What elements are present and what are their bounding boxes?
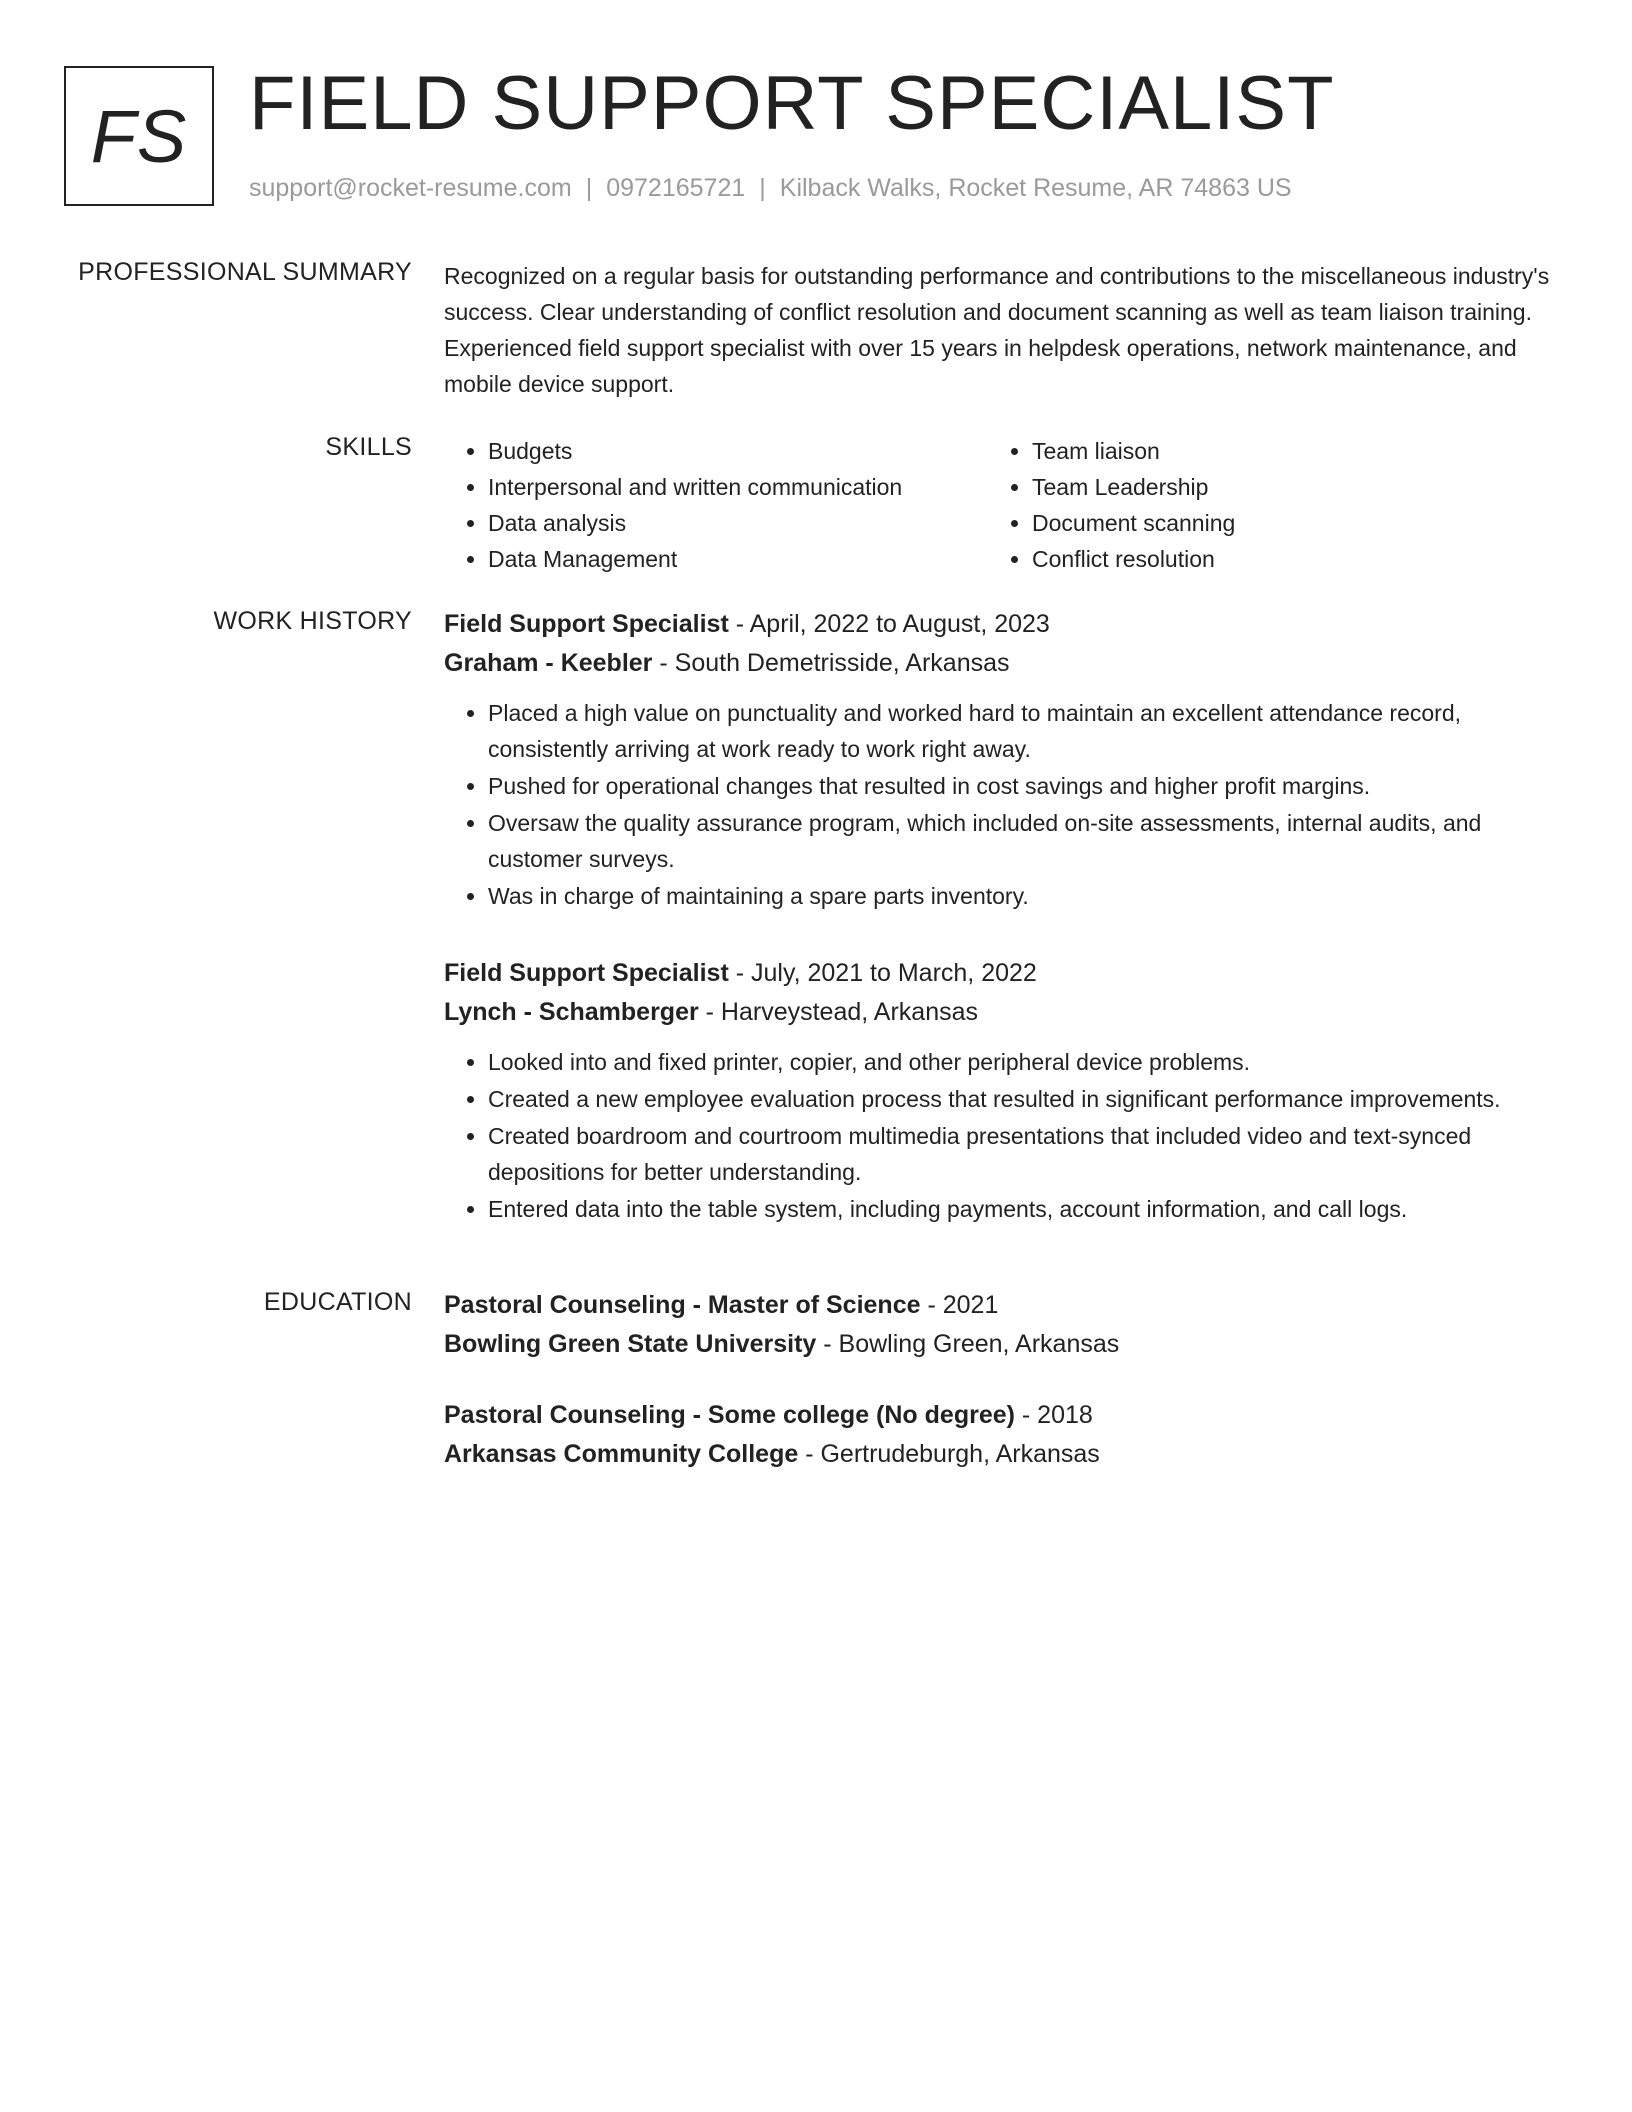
skills-column-2: [988, 433, 1532, 577]
section-label-skills: SKILLS: [325, 433, 412, 461]
job-entry: [444, 954, 1552, 1227]
section-label-education: EDUCATION: [263, 1288, 412, 1316]
job-title-line: [444, 605, 1552, 644]
job-bullets: [444, 695, 1552, 914]
skill-item: • Document scanning: [1032, 505, 1532, 541]
education-entry: [444, 1396, 1552, 1474]
job-title-line: [444, 954, 1552, 993]
job-company: Graham - Keebler: [444, 649, 653, 677]
job-bullet: • Entered data into the table system, including payments, account information, and call logs.: [488, 1191, 1552, 1227]
skills-columns: [444, 433, 1552, 577]
edu-year: - 2021: [927, 1291, 999, 1319]
resume-title: FIELD SUPPORT SPECIALIST: [249, 61, 1335, 146]
initials-monogram: FS: [64, 66, 214, 206]
job-title: Field Support Specialist: [444, 959, 729, 987]
edu-degree-line: [444, 1286, 1552, 1325]
job-dates: - July, 2021 to March, 2022: [735, 959, 1037, 987]
contact-separator: |: [759, 174, 766, 202]
contact-email: support@rocket-resume.com: [249, 174, 572, 202]
summary-text: Recognized on a regular basis for outstanding performance and contributions to the miscellaneous industry's success. Clear understanding of conflict resolution and document scanning as well as team liaison training. Experienced field support specialist with over 15 years in helpdesk operations, network maintenance, and mobile device support.: [444, 263, 1550, 397]
contact-separator: |: [585, 174, 593, 202]
education-body: [444, 1286, 1552, 1474]
skills-column-1: [444, 433, 988, 577]
edu-location: - Bowling Green, Arkansas: [823, 1330, 1120, 1358]
job-bullet: • Oversaw the quality assurance program, which included on-site assessments, internal audits, and customer surveys.: [488, 805, 1552, 877]
skill-item: • Team Leadership: [1032, 469, 1532, 505]
job-bullet: • Placed a high value on punctuality and worked hard to maintain an excellent attendance record, consistently arriving at work ready to work right away.: [488, 695, 1552, 767]
job-bullet: • Created boardroom and courtroom multimedia presentations that included video and text-synced depositions for better understanding.: [488, 1118, 1552, 1190]
job-dates: - April, 2022 to August, 2023: [735, 610, 1050, 638]
skill-item: • Budgets: [488, 433, 988, 469]
resume-header: [64, 61, 1568, 211]
skill-item: • Team liaison: [1032, 433, 1532, 469]
edu-year: - 2018: [1021, 1401, 1093, 1429]
edu-school-line: [444, 1325, 1552, 1364]
job-bullets: [444, 1044, 1552, 1227]
section-label-work-history: WORK HISTORY: [213, 607, 412, 635]
edu-degree-line: [444, 1396, 1552, 1435]
job-company-line: [444, 993, 1552, 1032]
job-location: - South Demetrisside, Arkansas: [659, 649, 1010, 677]
skills-body: [444, 433, 1552, 577]
edu-school: Arkansas Community College: [444, 1440, 799, 1468]
edu-degree: Pastoral Counseling - Master of Science: [444, 1291, 921, 1319]
edu-location: - Gertrudeburgh, Arkansas: [805, 1440, 1100, 1468]
work-history-body: [444, 605, 1552, 1228]
section-label-summary: PROFESSIONAL SUMMARY: [78, 258, 412, 286]
job-bullet: • Pushed for operational changes that resulted in cost savings and higher profit margins.: [488, 768, 1552, 804]
skill-item: • Interpersonal and written communication: [488, 469, 988, 505]
job-entry: [444, 605, 1552, 914]
job-bullet: • Looked into and fixed printer, copier, and other peripheral device problems.: [488, 1044, 1552, 1080]
edu-degree: Pastoral Counseling - Some college (No degree): [444, 1401, 1015, 1429]
contact-address: Kilback Walks, Rocket Resume, AR 74863 US: [779, 174, 1292, 202]
job-location: - Harveystead, Arkansas: [705, 998, 978, 1026]
job-bullet: • Created a new employee evaluation process that resulted in significant performance improvements.: [488, 1081, 1552, 1117]
skill-item: • Conflict resolution: [1032, 541, 1532, 577]
skill-item: • Data Management: [488, 541, 988, 577]
education-entry: [444, 1286, 1552, 1364]
job-company: Lynch - Schamberger: [444, 998, 699, 1026]
skill-item: • Data analysis: [488, 505, 988, 541]
contact-phone: 0972165721: [606, 174, 746, 202]
job-company-line: [444, 644, 1552, 683]
edu-school: Bowling Green State University: [444, 1330, 817, 1358]
job-bullet: • Was in charge of maintaining a spare parts inventory.: [488, 878, 1552, 914]
edu-school-line: [444, 1435, 1552, 1474]
summary-body: [444, 258, 1552, 402]
contact-line: [249, 174, 1292, 203]
job-title: Field Support Specialist: [444, 610, 729, 638]
